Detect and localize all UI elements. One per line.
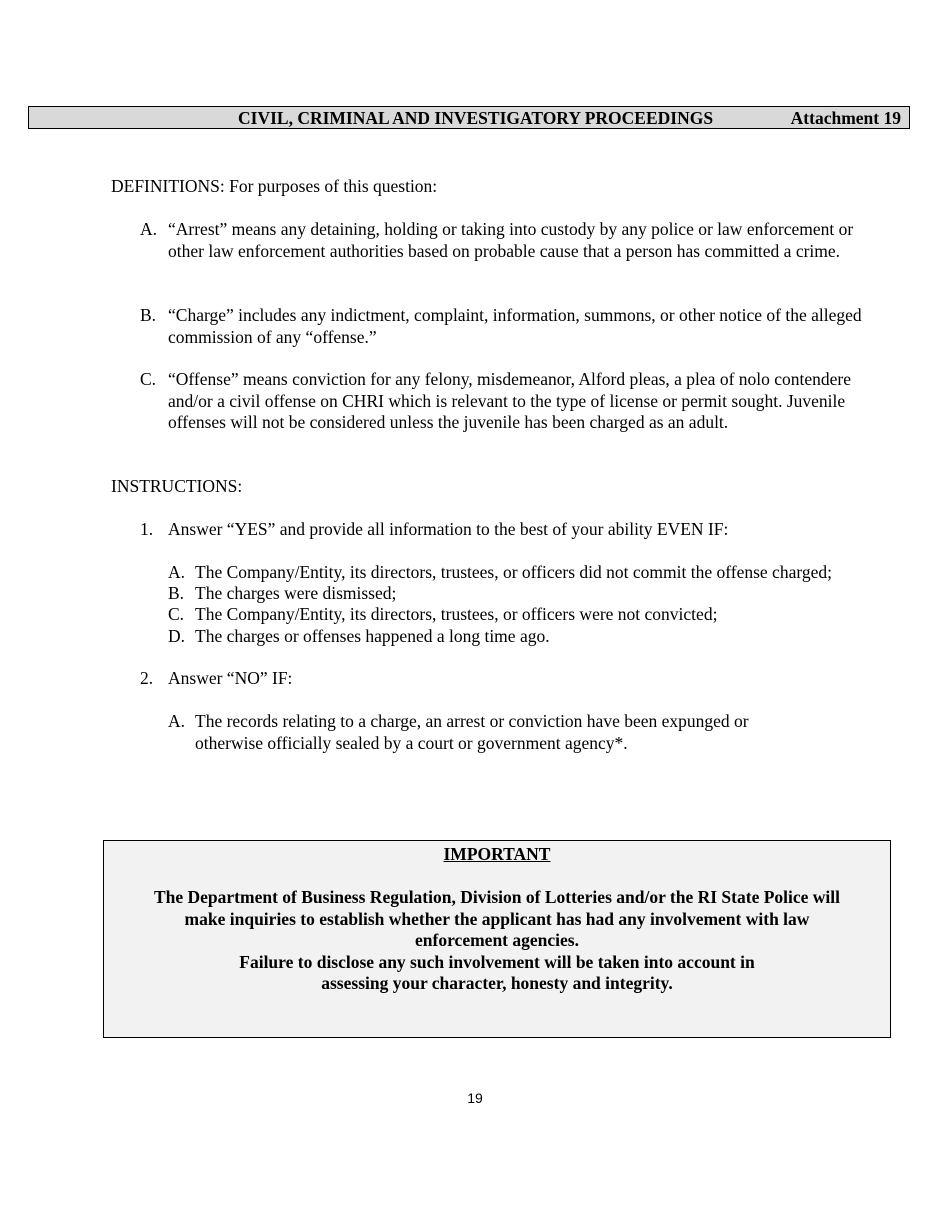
list-marker: D. <box>168 626 186 646</box>
definition-item-offense <box>140 369 880 456</box>
definition-text: “Charge” includes any indictment, complaint, information, summons, or other notice of the alleged commission of any “offense.” <box>168 305 862 347</box>
important-line: The Department of Business Regulation, Division of Lotteries and/or the RI State Police will <box>153 887 841 907</box>
instructions-heading: INSTRUCTIONS: <box>111 476 243 496</box>
subitem-text: The charges were dismissed; <box>195 583 397 603</box>
list-marker: B. <box>168 583 185 603</box>
important-line: assessing your character, honesty and integrity. <box>321 973 673 993</box>
section-header-bar <box>28 106 910 129</box>
instruction-subitem <box>168 604 880 626</box>
important-title: IMPORTANT <box>443 844 551 864</box>
attachment-label: Attachment 19 <box>790 108 901 128</box>
definition-item-arrest <box>140 219 880 284</box>
subitem-text: The Company/Entity, its directors, trustees, or officers were not convicted; <box>195 604 718 624</box>
instruction-subitem <box>168 711 880 755</box>
definition-text: “Arrest” means any detaining, holding or taking into custody by any police or law enforcement or other law enforcement authorities based on probable cause that a person has committed a crime. <box>168 219 854 261</box>
list-marker: C. <box>168 604 185 624</box>
definition-item-charge <box>140 305 880 349</box>
list-marker: B. <box>140 305 157 325</box>
important-body <box>124 887 870 995</box>
instruction-text: Answer “YES” and provide all information to the best of your ability EVEN IF: <box>168 519 729 539</box>
important-line: enforcement agencies. <box>415 930 579 950</box>
instruction-item-2 <box>140 668 880 690</box>
instruction-item-1 <box>140 519 880 541</box>
important-line: make inquiries to establish whether the applicant has had any involvement with law <box>184 908 810 929</box>
instruction-subitem <box>168 626 880 648</box>
list-marker: C. <box>140 369 157 389</box>
page-number: 19 <box>467 1090 483 1106</box>
important-line: Failure to disclose any such involvement will be taken into account in <box>239 951 755 972</box>
section-title: CIVIL, CRIMINAL AND INVESTIGATORY PROCEEDINGS <box>238 108 714 128</box>
instruction-text: Answer “NO” IF: <box>168 668 293 688</box>
subitem-text: The Company/Entity, its directors, trustees, or officers did not commit the offense charged; <box>195 562 832 582</box>
important-notice-box <box>103 840 891 1038</box>
list-marker: 2. <box>140 668 154 688</box>
list-marker: A. <box>168 562 186 582</box>
instruction-subitem <box>168 583 880 605</box>
instruction-subitem <box>168 562 880 584</box>
list-marker: A. <box>168 711 186 731</box>
definitions-heading: DEFINITIONS: For purposes of this question: <box>111 176 438 196</box>
list-marker: 1. <box>140 519 154 539</box>
subitem-text: The records relating to a charge, an arrest or conviction have been expunged or otherwise officially sealed by a court or government agency*. <box>195 711 749 753</box>
definition-text: “Offense” means conviction for any felony, misdemeanor, Alford pleas, a plea of nolo contendere and/or a civil offense on CHRI which is relevant to the type of license or permit sought. Juvenile offenses will not be considered unless the juvenile has been charged as an adult. <box>168 369 852 432</box>
subitem-text: The charges or offenses happened a long time ago. <box>195 626 550 646</box>
list-marker: A. <box>140 219 158 239</box>
